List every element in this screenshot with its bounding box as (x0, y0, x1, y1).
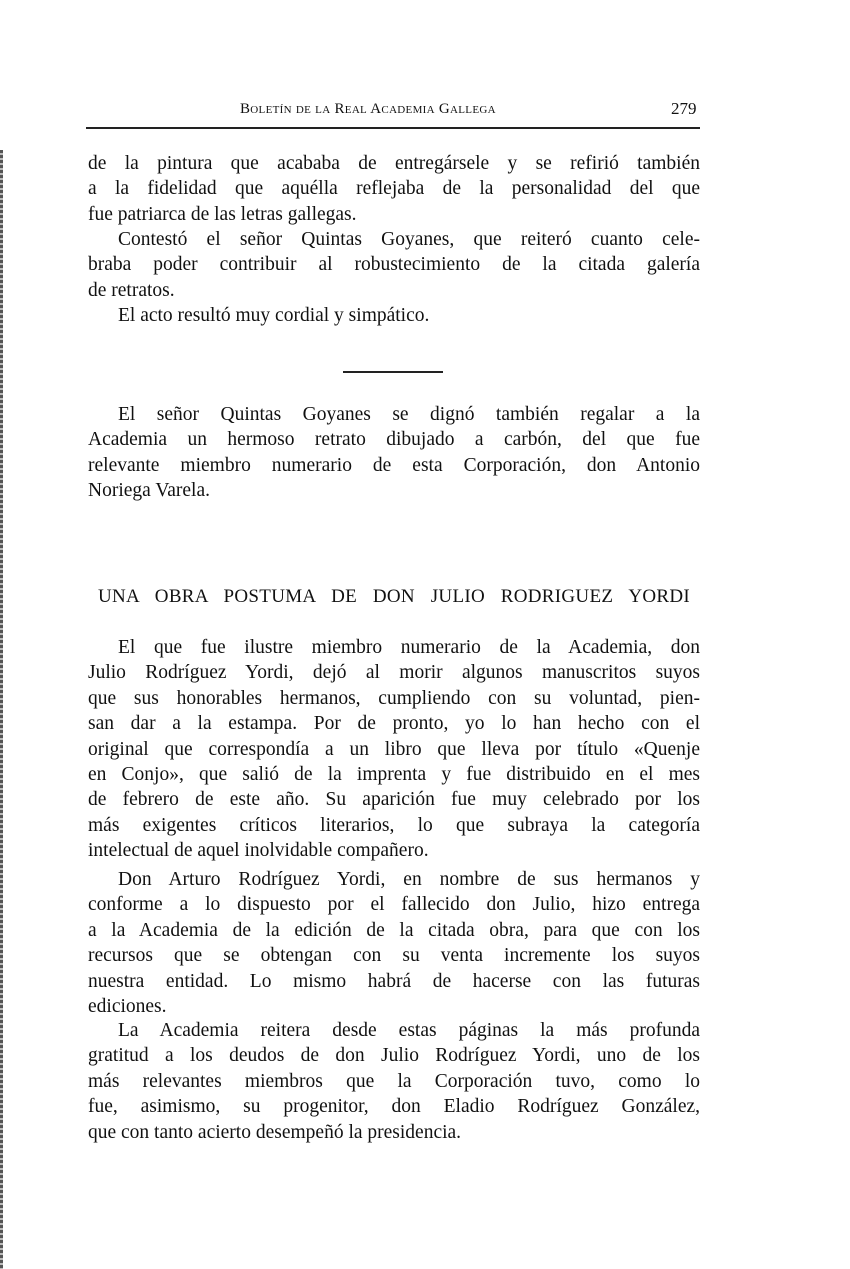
paragraph-5-line: en Conjo», que salió de la imprenta y fue distribuido en el mes (88, 764, 700, 785)
paragraph-5-line: original que correspondía a un libro que lleva por título «Quenje (88, 738, 700, 760)
paragraph-6-line: a la Academia de la edición de la citada obra, para que con los (88, 919, 700, 941)
paragraph-1-line: de la pintura que acababa de entregársele y se refirió también (88, 153, 700, 174)
scan-edge (0, 150, 3, 1269)
paragraph-4-line: Academia un hermoso retrato dibujado a carbón, del que fue (88, 429, 700, 451)
paragraph-6-line: nuestra entidad. Lo mismo habrá de hacerse con las futuras (88, 970, 700, 992)
paragraph-1-line: fue patriarca de las letras gallegas. (88, 203, 357, 225)
page-number: 279 (671, 99, 697, 118)
paragraph-5-line: de febrero de este año. Su aparición fue muy celebrado por los (88, 789, 700, 811)
paragraph-2-line: de retratos. (88, 279, 175, 301)
paragraph-5-line: san dar a la estampa. Por de pronto, yo lo han hecho con el (88, 713, 700, 735)
paragraph-5-line: Julio Rodríguez Yordi, dejó al morir algunos manuscritos suyos (88, 662, 700, 684)
paragraph-7-line: más relevantes miembros que la Corporación tuvo, como lo (88, 1070, 700, 1092)
paragraph-6-line: recursos que se obtengan con su venta incremente los suyos (88, 945, 700, 967)
paragraph-5-line: El que fue ilustre miembro numerario de la Academia, don (118, 637, 700, 658)
paragraph-4-line: relevante miembro numerario de esta Corporación, don Antonio (88, 454, 700, 476)
paragraph-3-line: El acto resultó muy cordial y simpático. (118, 305, 430, 326)
section-separator (343, 371, 443, 373)
paragraph-2-line: braba poder contribuir al robustecimiento de la citada galería (88, 254, 700, 276)
paragraph-5-line: más exigentes críticos literarios, lo que subraya la categoría (88, 814, 700, 836)
paragraph-6-line: ediciones. (88, 996, 167, 1017)
header-rule (86, 127, 700, 129)
paragraph-5-line: intelectual de aquel inolvidable compañero. (88, 840, 429, 862)
paragraph-7-line: gratitud a los deudos de don Julio Rodríguez Yordi, uno de los (88, 1045, 700, 1067)
paragraph-5-line: que sus honorables hermanos, cumpliendo con su voluntad, pien- (88, 687, 700, 709)
paragraph-4-line: Noriega Varela. (88, 480, 210, 502)
paragraph-6-line: conforme a lo dispuesto por el fallecido don Julio, hizo entrega (88, 894, 700, 916)
paragraph-4-line: El señor Quintas Goyanes se dignó también regalar a la (118, 404, 700, 425)
paragraph-1-line: a la fidelidad que aquélla reflejaba de la personalidad del que (88, 178, 700, 200)
running-header: Boletín de la Real Academia Gallega (240, 101, 496, 117)
paragraph-7-line: La Academia reitera desde estas páginas la más profunda (118, 1020, 700, 1041)
paragraph-7-line: fue, asimismo, su progenitor, don Eladio Rodríguez González, (88, 1096, 700, 1118)
paragraph-6-line: Don Arturo Rodríguez Yordi, en nombre de sus hermanos y (118, 869, 700, 890)
paragraph-7-line: que con tanto acierto desempeñó la presidencia. (88, 1121, 462, 1143)
section-heading: UNA OBRA POSTUMA DE DON JULIO RODRIGUEZ YORDI (98, 586, 690, 607)
paragraph-2-line: Contestó el señor Quintas Goyanes, que reiteró cuanto cele- (118, 229, 700, 250)
